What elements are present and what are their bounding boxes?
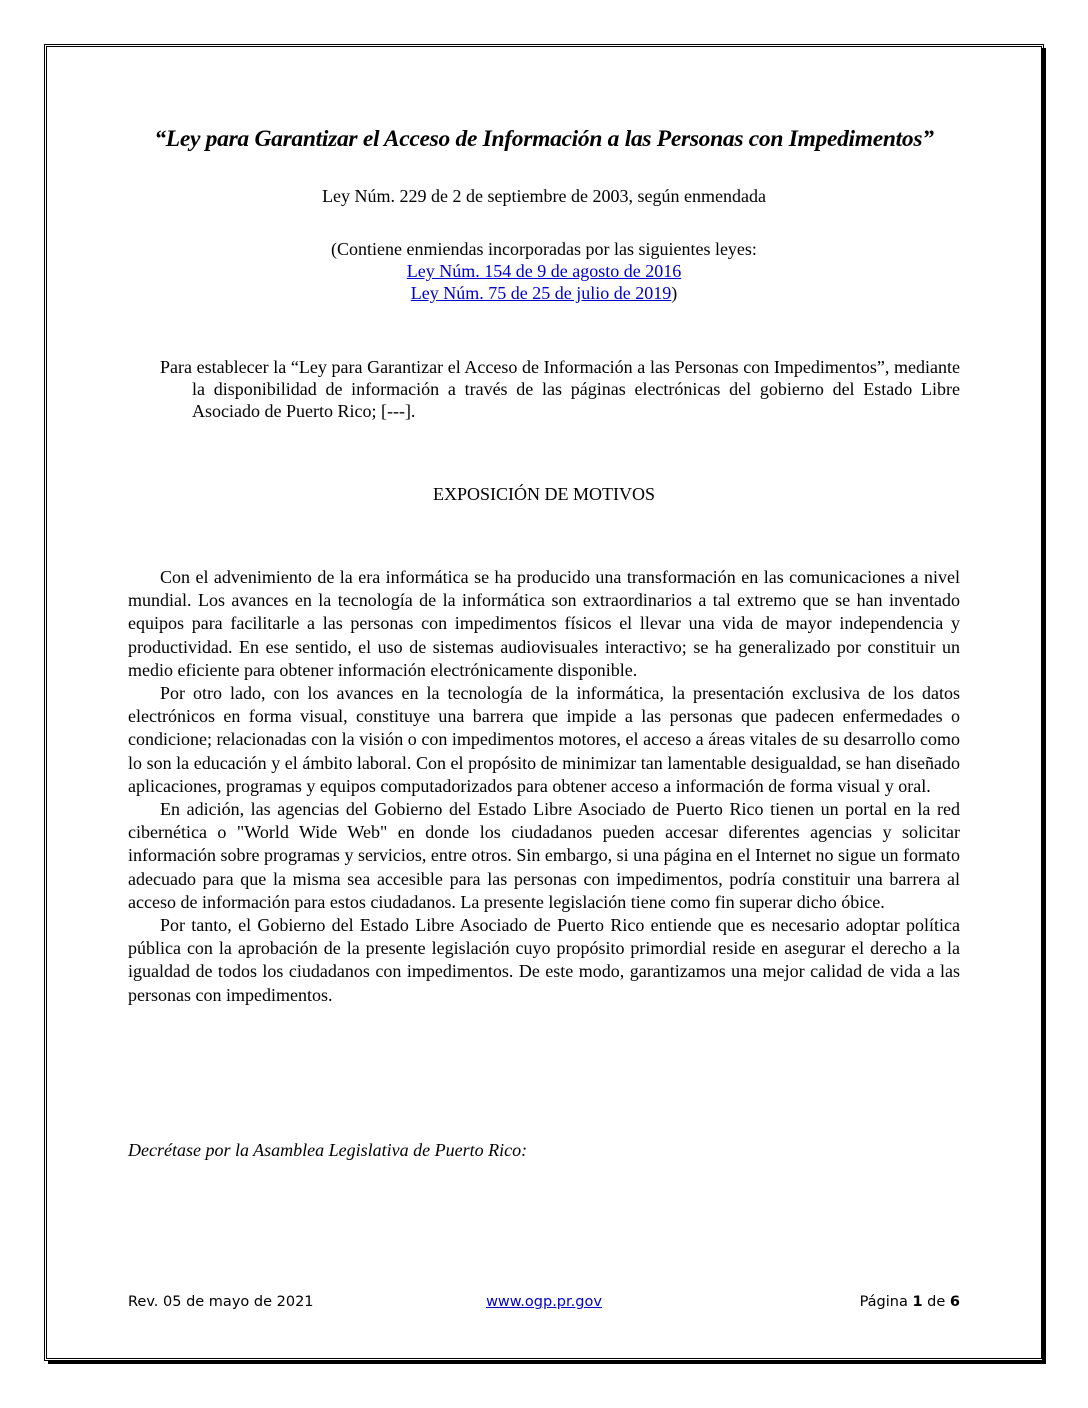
- revision-date: Rev. 05 de mayo de 2021: [128, 1294, 314, 1310]
- amendment-link-2016[interactable]: Ley Núm. 154 de 9 de agosto de 2016: [406, 261, 682, 281]
- document-title: “Ley para Garantizar el Acceso de Información a las Personas con Impedimentos”: [154, 126, 934, 152]
- page-number: Página 1 de 6: [859, 1294, 960, 1310]
- website-link[interactable]: www.ogp.pr.gov: [486, 1294, 602, 1310]
- section-heading: EXPOSICIÓN DE MOTIVOS: [432, 484, 655, 504]
- amendments-closing: ): [671, 283, 678, 303]
- paragraph: En adición, las agencias del Gobierno del Estado Libre Asociado de Puerto Rico tienen un portal en la red cibernética o "World Wide Web" en donde los ciudadanos pueden accesar diferentes agencias y solicitar información sobre programas y servicios, entre otros. Sin embargo, si una página en el Internet no sigue un formato adecuado para que la misma sea accesible para las personas con impedimentos, podría constituir una barrera al acceso de información para estos ciudadanos. La presente legislación tiene como fin superar dicho óbice.: [128, 799, 960, 912]
- amendments-block: [128, 238, 960, 304]
- motives-body: [128, 566, 960, 1007]
- paragraph: Por otro lado, con los avances en la tecnología de la informática, la presentación exclusiva de los datos electrónicos en forma visual, constituye una barrera que impide a las personas que padecen enfermedades o condicione; relacionadas con la visión o con impedimentos motores, el acceso a áreas vitales de su desarrollo como lo son la educación y el ámbito laboral. Con el propósito de minimizar tan lamentable desigualdad, se han diseñado aplicaciones, programas y equipos computadorizados para obtener acceso a información de forma visual y oral.: [128, 683, 960, 796]
- amendment-link-2019[interactable]: Ley Núm. 75 de 25 de julio de 2019: [410, 283, 672, 303]
- paragraph: Por tanto, el Gobierno del Estado Libre Asociado de Puerto Rico entiende que es necesario adoptar política pública con la aprobación de la presente legislación cuyo propósito primordial reside en asegurar el derecho a la igualdad de todos los ciudadanos con impedimentos. De este modo, garantizamos una mejor calidad de vida a las personas con impedimentos.: [128, 915, 960, 1005]
- purpose-clause: Para establecer la “Ley para Garantizar el Acceso de Información a las Personas con Impedimentos”, mediante la disponibilidad de información a través de las páginas electrónicas del gobierno del Estado Libre Asociado de Puerto Rico; [---].: [160, 357, 960, 421]
- paragraph: Con el advenimiento de la era informática se ha producido una transformación en las comunicaciones a nivel mundial. Los avances en la tecnología de la informática son extraordinarios a tal extremo que se han inventado equipos para facilitarle a las personas con impedimentos físicos el llevar una vida de mayor independencia y productividad. En ese sentido, el uso de sistemas audiovisuales interactivo; se ha generalizado por constituir un medio eficiente para obtener información electrónicamente disponible.: [128, 567, 960, 680]
- law-number: Ley Núm. 229 de 2 de septiembre de 2003, según enmendada: [322, 186, 766, 206]
- decree-clause: Decrétase por la Asamblea Legislativa de Puerto Rico:: [128, 1140, 528, 1160]
- amendments-intro: (Contiene enmiendas incorporadas por las siguientes leyes:: [331, 239, 757, 259]
- page-footer: [128, 1294, 960, 1318]
